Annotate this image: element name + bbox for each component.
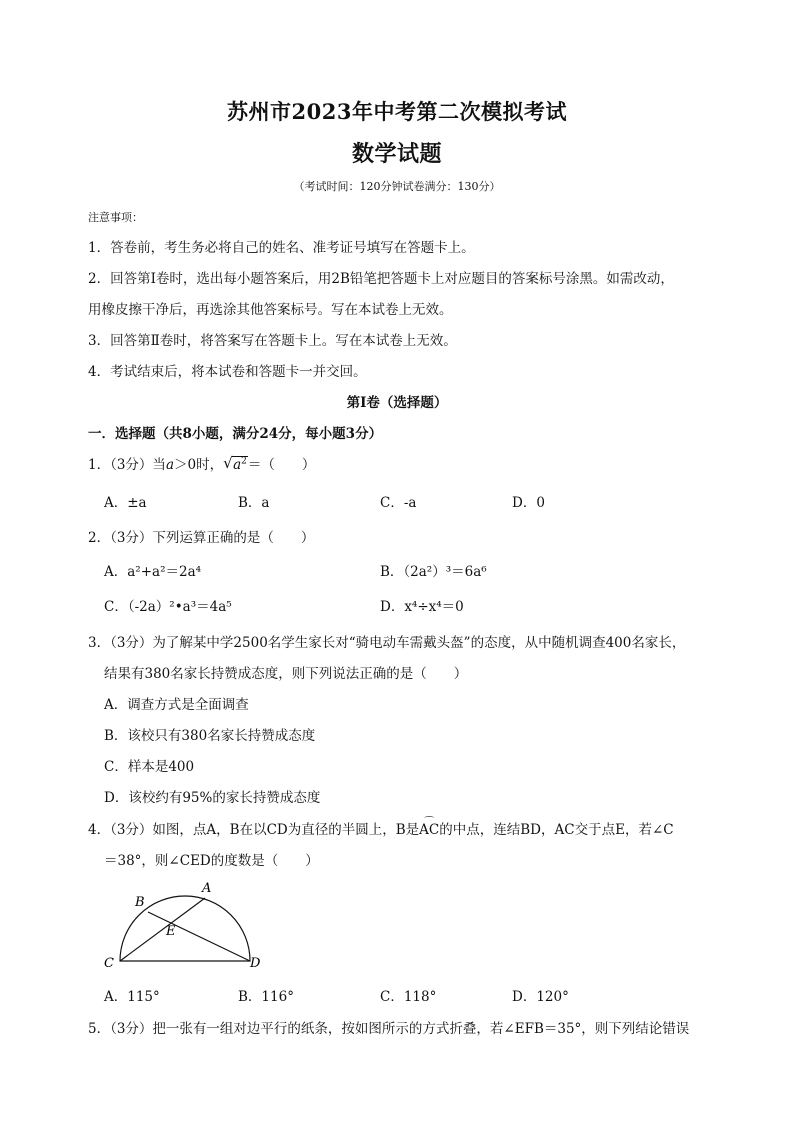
label-d: D — [250, 956, 261, 971]
q1-option-d[interactable]: D．0 — [512, 495, 545, 511]
label-e: E — [166, 924, 176, 939]
note-item: 3．回答第Ⅱ卷时，将答案写在答题卡上。写在本试卷上无效。 — [88, 333, 457, 349]
question-3-stem-line1: 3．（3分）为了解某中学2500名学生家长对“骑电动车需戴头盔”的态度，从中随机调查400名家长， — [88, 635, 686, 651]
q1-stem-a: 1．（3分）当 — [88, 457, 166, 473]
exam-meta: （考试时间：120分钟试卷满分：130分） — [293, 180, 501, 193]
arc-label: ⌒ AC — [419, 822, 439, 838]
q4-stem-b: 的中点，连结BD，AC交于点E，若∠C — [439, 822, 674, 838]
q4-option-c[interactable]: C．118° — [380, 989, 437, 1005]
note-item: 用橡皮擦干净后，再选涂其他答案标号。写在本试卷上无效。 — [88, 302, 453, 318]
q4-option-a[interactable]: A．115° — [104, 989, 160, 1005]
question-2-stem: 2．（3分）下列运算正确的是（ ） — [88, 530, 315, 546]
question-4-stem-line2: ＝38°，则∠CED的度数是（ ） — [104, 853, 319, 869]
q1-stem-b: ＞0时， — [174, 457, 224, 473]
label-a: A — [202, 881, 212, 896]
note-item: 2．回答第Ⅰ卷时，选出每小题答案后，用2B铅笔把答题卡上对应题目的答案标号涂黑。如需改动， — [88, 271, 674, 287]
exam-subject: 数学试题 — [351, 141, 442, 167]
question-3-stem-line2: 结果有380名家长持赞成态度，则下列说法正确的是（ ） — [104, 666, 468, 682]
question-1-stem — [88, 453, 315, 473]
q1-power: 2 — [241, 456, 247, 467]
q1-radicand: a — [233, 457, 242, 473]
q1-stem-c: ＝（ ） — [247, 457, 316, 473]
exam-title: 苏州市2023年中考第二次模拟考试 — [227, 99, 567, 124]
q2-option-b[interactable]: B．（2a²）³＝6a⁶ — [380, 564, 487, 580]
q3-option-c[interactable]: C．样本是400 — [104, 759, 195, 775]
sqrt-expression — [223, 456, 248, 473]
q1-option-b[interactable]: B．a — [238, 495, 270, 511]
q2-option-d[interactable]: D．x⁴÷x⁴＝0 — [380, 599, 464, 615]
label-c: C — [104, 956, 114, 971]
notes-heading: 注意事项： — [88, 211, 143, 224]
q4-stem-a: 4．（3分）如图，点A，B在以CD为直径的半圆上，B是 — [88, 822, 420, 838]
note-item: 4．考试结束后，将本试卷和答题卡一并交回。 — [88, 364, 367, 380]
section-title: 第Ⅰ卷（选择题） — [346, 395, 448, 411]
q4-option-b[interactable]: B．116° — [238, 989, 294, 1005]
q1-option-a[interactable]: A．±a — [104, 495, 147, 511]
q1-option-c[interactable]: C．-a — [380, 495, 417, 511]
question-5-stem: 5．（3分）把一张有一组对边平行的纸条，按如图所示的方式折叠，若∠EFB＝35°，则下列结论错误 — [88, 1021, 690, 1037]
label-b: B — [135, 895, 145, 910]
question-4-stem-line1 — [88, 818, 674, 838]
q2-option-c[interactable]: C．（-2a）²•a³＝4a⁵ — [104, 599, 232, 615]
part-title: 一．选择题（共8小题，满分24分，每小题3分） — [88, 426, 383, 442]
q3-option-a[interactable]: A．调查方式是全面调查 — [104, 697, 249, 713]
q2-option-a[interactable]: A．a²+a²＝2a⁴ — [104, 564, 202, 580]
q4-option-d[interactable]: D．120° — [512, 989, 569, 1005]
note-item: 1．答卷前，考生务必将自己的姓名、准考证号填写在答题卡上。 — [88, 240, 475, 256]
q3-option-b[interactable]: B．该校只有380名家长持赞成态度 — [104, 728, 316, 744]
q3-option-d[interactable]: D．该校约有95%的家长持赞成态度 — [104, 790, 321, 806]
radical-sign-icon: √ — [223, 454, 233, 472]
semicircle-figure — [100, 876, 270, 971]
q1-var-a: a — [165, 457, 174, 473]
segment-ca — [120, 898, 205, 961]
